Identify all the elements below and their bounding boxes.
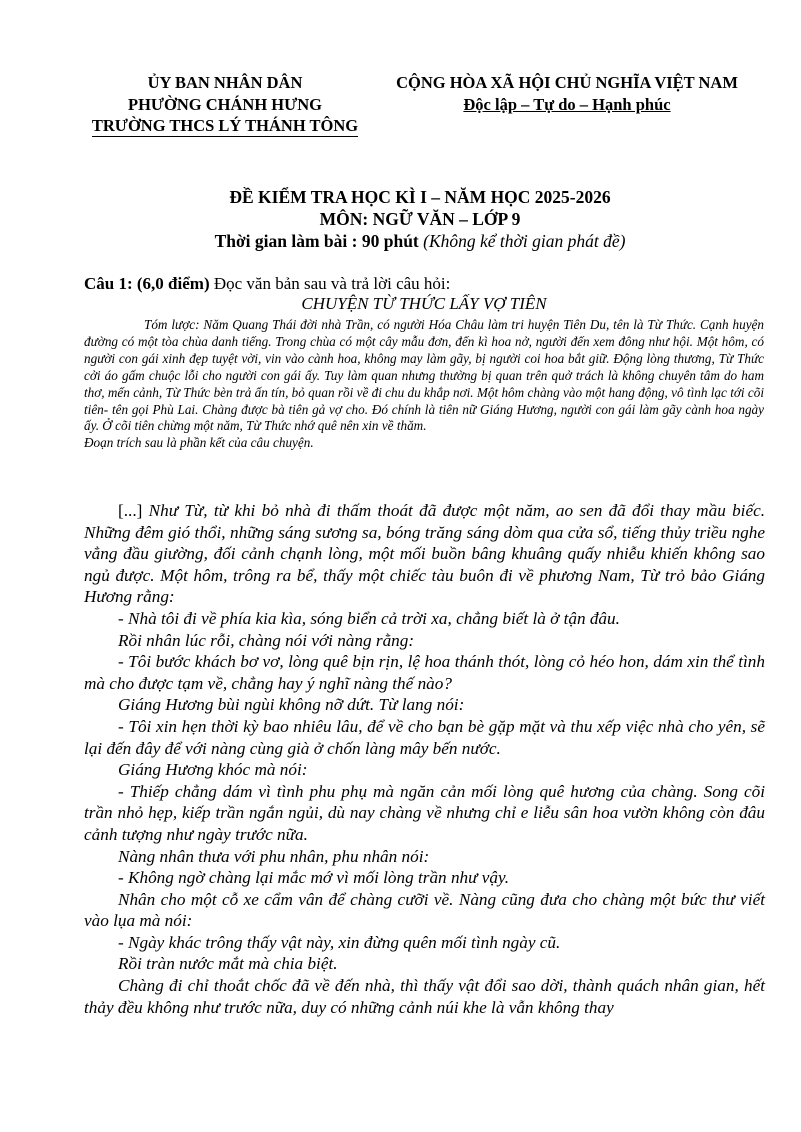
exam-subject: MÔN: NGỮ VĂN – LỚP 9	[319, 209, 521, 229]
excerpt-paragraph: - Không ngờ chàng lại mắc mớ vì mối lòng trần như vậy.	[118, 868, 510, 888]
story-excerpt	[84, 500, 765, 1018]
excerpt-paragraph: Nhân cho một cỗ xe cẩm vân để chàng cưỡi về. Nàng cũng đưa cho chàng một bức thư viết vào lụa mà nói:	[84, 889, 765, 931]
excerpt-paragraph: - Nhà tôi đi về phía kia kìa, sóng biển cả trời xa, chẳng biết là ở tận đâu.	[118, 608, 620, 628]
excerpt-paragraph: - Thiếp chẳng dám vì tình phu phụ mà ngăn cản mối lòng quê hương của chàng. Song cõi trần nhỏ hẹp, kiếp trần ngắn ngủi, dù nay chàng về nhưng chỉ e liễu sân hoa vườn không còn đâu cảnh tượng như ngày trước nữa.	[84, 781, 765, 844]
exam-title: ĐỀ KIỂM TRA HỌC KÌ I – NĂM HỌC 2025-2026	[229, 187, 611, 207]
excerpt-paragraph: - Tôi xin hẹn thời kỳ bao nhiêu lâu, để về cho bạn bè gặp mặt và thu xếp việc nhà cho yên, sẽ lại đến đây để với nàng cùng già ở chốn làng mây bến nước.	[84, 716, 765, 758]
excerpt-ellipsis: [...]	[118, 501, 149, 520]
excerpt-paragraph: Rồi tràn nước mắt mà chia biệt.	[118, 954, 338, 974]
question-1-heading	[84, 274, 764, 294]
excerpt-paragraph: - Tôi bước khách bơ vơ, lòng quê bịn rịn, lệ hoa thánh thót, lòng cỏ héo hon, dám xin thể tình mà cho được tạm về, chẳng hay ý nghĩ nàng thế nào?	[84, 652, 765, 693]
summary-text: Tóm lược: Năm Quang Thái đời nhà Trần, có người Hóa Châu làm tri huyện Tiên Du, tên là Từ Thức. Cạnh huyện đường có một tòa chùa danh tiếng. Trong chùa có một cây mẫu đơn, đến kì hoa nở, người đến xem đông như hội. Một hôm, có người con gái xinh đẹp tuyệt vời, vin vào cành hoa, không may làm gãy, bị người coi hoa bắt giữ. Động lòng thương, Từ Thức cởi áo gấm chuộc lỗi cho người con gái ấy. Tuy làm quan nhưng thường bị quan trên quở trách là không chuyên tâm do ham thơ, mến cảnh, Từ Thức bèn trả ấn tín, bỏ quan rồi về đi chu du khắp nơi. Một hôm chàng vào một hang động, vô tình lạc tới cõi tiên- tên gọi Phù Lai. Chàng được bà tiên gả vợ cho. Đó chính là tiên nữ Giáng Hương, người con gái làm gãy cành hoa ngày ấy. Ở cõi tiên chừng một năm, Từ Thức nhớ quê nên xin về thăm.	[84, 317, 764, 434]
question-1-instruction: Đọc văn bản sau và trả lời câu hỏi:	[209, 274, 451, 293]
national-name: CỘNG HÒA XÃ HỘI CHỦ NGHĨA VIỆT NAM	[396, 73, 738, 92]
exam-time-label: Thời gian làm bài : 90 phút	[214, 231, 419, 251]
school-name: TRƯỜNG THCS LÝ THÁNH TÔNG	[91, 116, 359, 135]
national-header	[368, 72, 766, 115]
exam-title-block	[0, 186, 801, 252]
issuer-header	[80, 72, 370, 137]
question-1-label: Câu 1: (6,0 điểm)	[84, 274, 210, 293]
excerpt-paragraph	[84, 500, 765, 608]
excerpt-paragraph: - Ngày khác trông thấy vật này, xin đừng quên mối tình ngày cũ.	[118, 932, 561, 952]
excerpt-paragraph: Giáng Hương bùi ngùi không nỡ dứt. Từ lang nói:	[118, 695, 465, 715]
excerpt-paragraph: Rồi nhân lúc rỗi, chàng nói với nàng rằng:	[118, 630, 415, 650]
story-summary	[84, 317, 764, 452]
national-motto: Độc lập – Tự do – Hạnh phúc	[463, 94, 671, 114]
story-title: CHUYỆN TỪ THỨC LẤY VỢ TIÊN	[301, 294, 547, 313]
excerpt-paragraph: Chàng đi chỉ thoắt chốc đã về đến nhà, thì thấy vật đổi sao dời, thành quách nhân gian, hết thảy đều không như trước nữa, duy có những cảnh núi khe là vẫn không thay	[84, 976, 765, 1017]
exam-time	[0, 230, 801, 252]
issuer-line-3	[80, 115, 370, 137]
excerpt-paragraph: Giáng Hương khóc mà nói:	[118, 760, 308, 780]
excerpt-text: Như Từ, từ khi bỏ nhà đi thấm thoát đã được một năm, ao sen đã đổi thay mầu biếc. Những đêm gió thổi, những sáng sương sa, bóng trăng sáng dòm qua cửa sổ, tiếng thủy triều nghe vẳng đầu giường, đối cảnh chạnh lòng, một mối buồn bâng khuâng quấy nhiễu khiến không sao ngủ được. Một hôm, trông ra bể, thấy một chiếc tàu buôn đi về phương Nam, Từ trỏ bảo Giáng Hương rằng:	[84, 501, 765, 607]
excerpt-paragraph: Nàng nhân thưa với phu nhân, phu nhân nói:	[118, 846, 430, 866]
issuer-line-1: ỦY BAN NHÂN DÂN	[147, 73, 303, 92]
summary-note: Đoạn trích sau là phần kết của câu chuyện.	[84, 435, 314, 451]
issuer-line-2: PHƯỜNG CHÁNH HƯNG	[127, 94, 322, 114]
exam-time-note: (Không kể thời gian phát đề)	[423, 231, 626, 251]
